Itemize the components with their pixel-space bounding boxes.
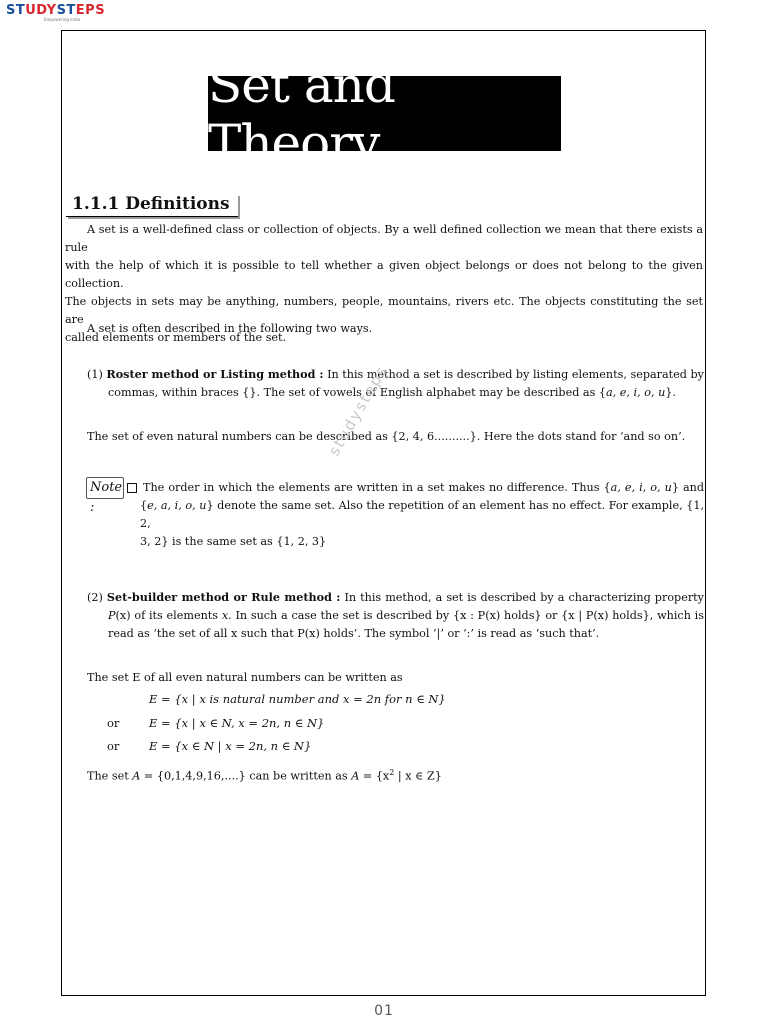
note-set-2: e, a, i, o, u bbox=[147, 499, 207, 512]
builder-line-2d: . In such a case the set is described by {x : P(x) holds} or {x | P(x) holds}, which is bbox=[228, 609, 704, 622]
builder-p: P bbox=[108, 609, 116, 622]
set-a-text bbox=[87, 764, 442, 786]
set-a-part-a: The set bbox=[87, 769, 133, 783]
logo-part-1: ST bbox=[6, 3, 26, 18]
note-line-1c: } and bbox=[671, 481, 704, 494]
logo-part-2: UDY bbox=[25, 3, 57, 18]
builder-number: (2) bbox=[87, 591, 103, 604]
watermark: studysteps bbox=[325, 361, 392, 459]
builder-x: x bbox=[221, 609, 229, 622]
page-title: Set and Theory bbox=[208, 76, 561, 151]
builder-method bbox=[87, 588, 704, 643]
logo-part-3: ST bbox=[56, 3, 76, 18]
roster-text-2a: commas, within braces {}. The set of vowels of English alphabet may be described as { bbox=[108, 386, 607, 399]
set-a-superscript: 2 bbox=[389, 768, 395, 777]
equation-2-prefix: or bbox=[107, 716, 120, 730]
equation-3-prefix: or bbox=[107, 739, 120, 753]
builder-label: Set-builder method or Rule method : bbox=[106, 590, 341, 604]
equation-2-expr: E = {x | x ∈ N, x = 2n, n ∈ N} bbox=[149, 716, 325, 730]
note-line-3: 3, 2} is the same set as {1, 2, 3} bbox=[140, 535, 327, 548]
two-ways-text: A set is often described in the following two ways. bbox=[87, 322, 373, 335]
equation-1-expr: E = {x | x is natural number and x = 2n for n ∈ N} bbox=[149, 692, 446, 706]
set-a-part-f: | x ∈ Z} bbox=[394, 769, 442, 783]
builder-line-2b: (x) of its elements bbox=[115, 609, 222, 622]
roster-label: Roster method or Listing method : bbox=[106, 367, 324, 381]
intro-line-2: with the help of which it is possible to tell whether a given object belongs or does not belong to the given collection. bbox=[65, 259, 703, 290]
set-e-intro: The set E of all even natural numbers can be written as bbox=[87, 671, 403, 684]
intro-line-4: called elements or members of the set. bbox=[65, 331, 287, 344]
note-label: Note : bbox=[86, 477, 124, 499]
equation-3 bbox=[107, 739, 311, 753]
logo-tagline: Empowering India bbox=[44, 17, 81, 22]
set-a-part-b: A bbox=[132, 769, 141, 783]
builder-line-1: In this method, a set is described by a characterizing property bbox=[344, 591, 704, 604]
intro-line-3: The objects in sets may be anything, numbers, people, mountains, rivers etc. The objects constituting the set are bbox=[65, 295, 703, 326]
set-a-part-c: = {0,1,4,9,16,....} can be written as bbox=[140, 769, 352, 783]
set-a-part-e: = {x bbox=[359, 769, 390, 783]
roster-vowels: a, e, i, o, u bbox=[606, 386, 666, 399]
roster-method bbox=[87, 365, 704, 402]
studysteps-logo bbox=[6, 3, 105, 25]
note-line-2a: { bbox=[140, 499, 148, 512]
builder-line-3: read as ‘the set of all x such that P(x) holds’. The symbol ‘|’ or ‘:’ is read as ‘such that’. bbox=[108, 627, 600, 640]
even-set-text: The set of even natural numbers can be described as {2, 4, 6..........}. Here the dots stand for ‘and so on’. bbox=[87, 430, 686, 443]
page-number: 01 bbox=[374, 1003, 394, 1019]
section-heading: 1.1.1 Definitions bbox=[66, 194, 238, 217]
set-a-part-d: A bbox=[351, 769, 360, 783]
roster-text-1: In this method a set is described by listing elements, separated by bbox=[327, 368, 704, 381]
equation-1 bbox=[107, 692, 446, 706]
roster-number: (1) bbox=[87, 368, 103, 381]
note-line-1a: The order in which the elements are written in a set makes no difference. Thus { bbox=[143, 481, 611, 494]
equation-2 bbox=[107, 716, 324, 730]
note-set-1: a, e, i, o, u bbox=[610, 481, 672, 494]
roster-text-2c: }. bbox=[665, 386, 676, 399]
intro-line-1: A set is a well-defined class or collection of objects. By a well defined collection we mean that there exists a rule bbox=[65, 223, 703, 254]
logo-part-4: EPS bbox=[75, 3, 106, 18]
equation-3-expr: E = {x ∈ N | x = 2n, n ∈ N} bbox=[149, 739, 312, 753]
checkbox-bullet-icon bbox=[127, 483, 137, 493]
note-text bbox=[127, 479, 704, 551]
note-line-2c: } denote the same set. Also the repetition of an element has no effect. For example, {1, 2, bbox=[140, 499, 704, 530]
